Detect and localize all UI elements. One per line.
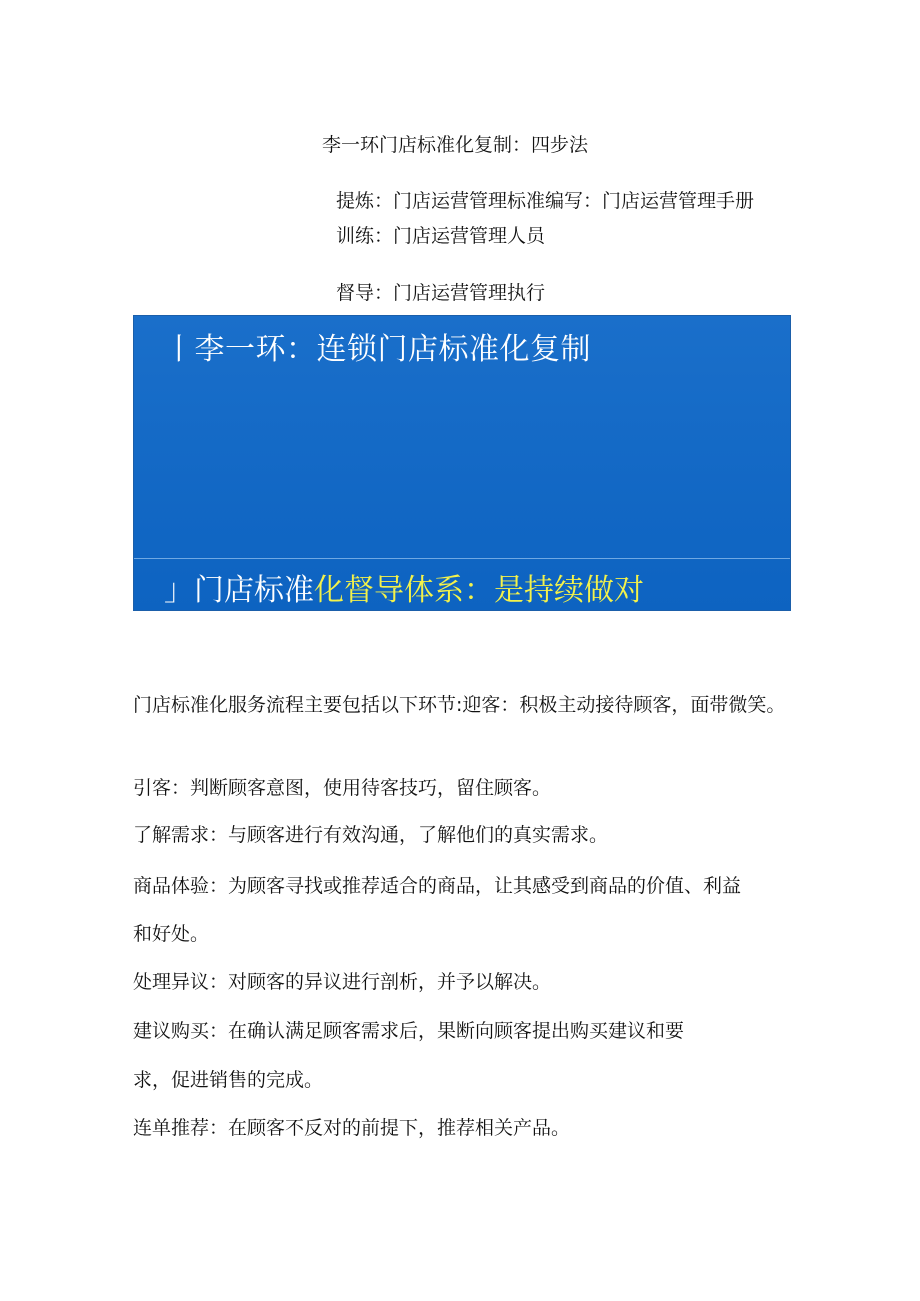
paragraph-experience: 商品体验：为顾客寻找或推荐适合的商品，让其感受到商品的价值、利益 — [133, 875, 742, 897]
paragraph-suggest-purchase-cont: 求，促进销售的完成。 — [133, 1069, 324, 1091]
banner-subtitle — [164, 565, 644, 609]
paragraph-needs: 了解需求：与顾客进行有效沟通，了解他们的真实需求。 — [133, 824, 609, 846]
paragraph-objections: 处理异议：对顾客的异议进行剖析，并予以解决。 — [133, 971, 552, 993]
document-heading: 李一环门店标准化复制：四步法 — [322, 134, 589, 156]
banner-title: 丨李一环：连锁门店标准化复制 — [164, 332, 591, 367]
paragraph-welcome: 门店标准化服务流程主要包括以下环节:迎客：积极主动接待顾客，面带微笑。 — [133, 694, 786, 716]
banner-subtitle-white: 」门店标准 — [164, 573, 314, 608]
title-banner — [133, 315, 791, 611]
banner-divider — [134, 558, 790, 559]
paragraph-cross-sell: 连单推荐：在顾客不反对的前提下，推荐相关产品。 — [133, 1117, 571, 1139]
banner-subtitle-highlight: 化督导体系：是持续做对 — [314, 573, 644, 608]
paragraph-guide: 引客：判断顾客意图，使用待客技巧，留住顾客。 — [133, 777, 552, 799]
step-supervise: 督导：门店运营管理执行 — [336, 282, 546, 304]
step-refine: 提炼：门店运营管理标准编写：门店运营管理手册 — [336, 190, 755, 212]
step-train: 训练：门店运营管理人员 — [336, 225, 546, 247]
paragraph-suggest-purchase: 建议购买：在确认满足顾客需求后，果断向顾客提出购买建议和要 — [133, 1020, 685, 1042]
paragraph-experience-cont: 和好处。 — [133, 923, 210, 945]
